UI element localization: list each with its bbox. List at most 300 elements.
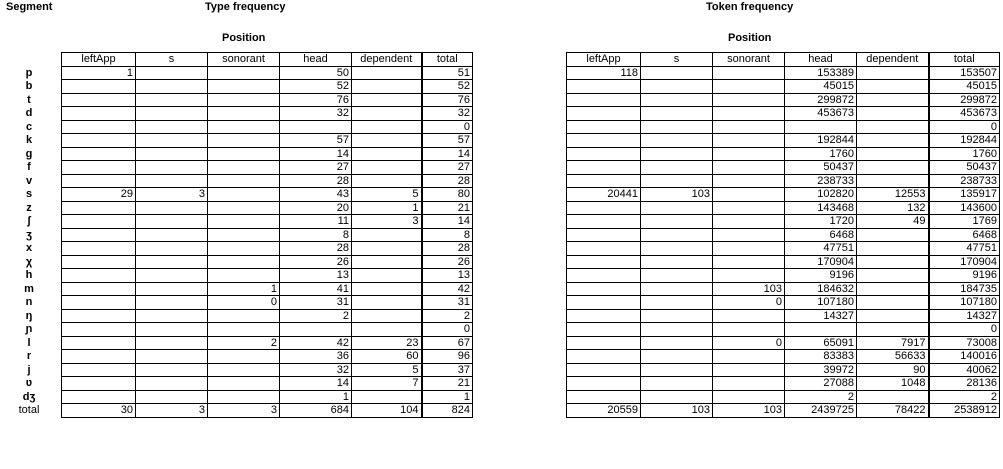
table-row xyxy=(62,66,473,80)
table-row xyxy=(62,377,473,391)
table-cell xyxy=(713,120,785,134)
table-row xyxy=(62,296,473,310)
table-cell: 1769 xyxy=(929,215,1000,229)
table-cell xyxy=(857,134,929,148)
table-cell xyxy=(567,80,641,94)
table-cell xyxy=(567,161,641,175)
table-cell xyxy=(567,174,641,188)
table-cell xyxy=(62,161,136,175)
table-cell: 45015 xyxy=(785,80,857,94)
table-row xyxy=(62,174,473,188)
table-cell xyxy=(352,390,422,404)
table-cell: 135917 xyxy=(929,188,1000,202)
table-cell: 47751 xyxy=(929,242,1000,256)
table-cell: 50437 xyxy=(929,161,1000,175)
table-row xyxy=(567,377,1000,391)
segment-label: l xyxy=(27,336,31,349)
table-cell xyxy=(713,255,785,269)
table-cell: 6468 xyxy=(785,228,857,242)
table-cell: 824 xyxy=(422,404,473,418)
table-cell: 26 xyxy=(280,255,352,269)
table-cell xyxy=(641,228,713,242)
table-cell xyxy=(62,296,136,310)
table-cell xyxy=(136,66,208,80)
table-cell xyxy=(713,134,785,148)
table-cell: 14327 xyxy=(929,309,1000,323)
table-cell: 20441 xyxy=(567,188,641,202)
table-cell xyxy=(136,296,208,310)
table-cell: 9196 xyxy=(785,269,857,283)
table-cell: 7917 xyxy=(857,336,929,350)
table-cell: 9196 xyxy=(929,269,1000,283)
segment-label: ɲ xyxy=(25,323,33,335)
column-header-sonorant: sonorant xyxy=(208,53,280,67)
column-header-s: s xyxy=(136,53,208,67)
table-cell xyxy=(208,66,280,80)
table-cell xyxy=(713,350,785,364)
table-cell: 52 xyxy=(422,80,473,94)
segment-label: c xyxy=(25,120,33,133)
table-cell: 13 xyxy=(280,269,352,283)
table-cell xyxy=(62,255,136,269)
segment-label: dʒ xyxy=(22,390,36,403)
table-cell xyxy=(857,147,929,161)
table-cell: 21 xyxy=(422,201,473,215)
table-cell: 118 xyxy=(567,66,641,80)
table-row xyxy=(62,228,473,242)
table-cell xyxy=(857,390,929,404)
table-cell: 39972 xyxy=(785,363,857,377)
table-cell xyxy=(641,242,713,256)
table-cell xyxy=(567,93,641,107)
table-cell: 27 xyxy=(280,161,352,175)
table-cell: 299872 xyxy=(785,93,857,107)
table-cell xyxy=(567,336,641,350)
table-cell xyxy=(713,228,785,242)
segment-label: b xyxy=(25,80,33,92)
table-row xyxy=(62,255,473,269)
table-cell xyxy=(136,255,208,269)
table-cell: 14 xyxy=(280,147,352,161)
segment-label: m xyxy=(24,282,34,295)
table-cell xyxy=(857,174,929,188)
table-cell xyxy=(208,134,280,148)
table-cell xyxy=(857,93,929,107)
table-cell xyxy=(62,120,136,134)
table-cell xyxy=(62,363,136,377)
table-cell: 14 xyxy=(280,377,352,391)
table-cell: 2 xyxy=(422,309,473,323)
table-cell xyxy=(713,390,785,404)
table-cell: 1 xyxy=(280,390,352,404)
table-cell xyxy=(641,161,713,175)
table-cell xyxy=(62,390,136,404)
table-cell xyxy=(785,323,857,337)
table-cell xyxy=(713,377,785,391)
table-cell xyxy=(857,296,929,310)
table-cell xyxy=(352,93,422,107)
table-cell xyxy=(857,242,929,256)
table-row xyxy=(567,66,1000,80)
table-cell xyxy=(208,120,280,134)
table-cell xyxy=(352,228,422,242)
table-cell: 453673 xyxy=(929,107,1000,121)
column-header-dependent: dependent xyxy=(352,53,422,67)
table-cell: 32 xyxy=(422,107,473,121)
column-header-sonorant: sonorant xyxy=(713,53,785,67)
table-cell: 143468 xyxy=(785,201,857,215)
table-cell: 2538912 xyxy=(929,404,1000,418)
table-cell xyxy=(136,80,208,94)
table-cell: 3 xyxy=(136,404,208,418)
table-cell: 14327 xyxy=(785,309,857,323)
segment-label: v xyxy=(25,174,33,187)
table-cell xyxy=(352,323,422,337)
table-cell: 2 xyxy=(280,309,352,323)
table-cell: 57 xyxy=(280,134,352,148)
table-cell: 45015 xyxy=(929,80,1000,94)
segment-label: ʋ xyxy=(25,377,33,389)
table-cell: 8 xyxy=(422,228,473,242)
table-cell: 0 xyxy=(713,336,785,350)
table-cell xyxy=(62,323,136,337)
table-row xyxy=(62,363,473,377)
segment-label: total xyxy=(18,404,40,416)
table-cell: 32 xyxy=(280,363,352,377)
table-cell xyxy=(857,282,929,296)
table-cell xyxy=(857,309,929,323)
table-cell: 1760 xyxy=(929,147,1000,161)
table-cell: 8 xyxy=(280,228,352,242)
table-row xyxy=(62,282,473,296)
table-cell xyxy=(62,377,136,391)
table-cell xyxy=(567,363,641,377)
segment-label: r xyxy=(26,350,32,362)
segment-label: ʃ xyxy=(27,215,31,227)
table-cell xyxy=(208,255,280,269)
table-cell xyxy=(352,269,422,283)
table-cell xyxy=(352,174,422,188)
table-cell: 2439725 xyxy=(785,404,857,418)
segment-label: j xyxy=(27,363,31,376)
table-cell xyxy=(567,350,641,364)
table-row xyxy=(567,269,1000,283)
table-cell: 11 xyxy=(280,215,352,229)
table-cell xyxy=(567,296,641,310)
table-cell: 132 xyxy=(857,201,929,215)
table-cell: 14 xyxy=(422,215,473,229)
column-header-head: head xyxy=(785,53,857,67)
table-row xyxy=(567,80,1000,94)
table-cell xyxy=(352,296,422,310)
table-row xyxy=(62,350,473,364)
table-cell xyxy=(713,161,785,175)
table-cell xyxy=(713,66,785,80)
table-cell xyxy=(208,80,280,94)
table-cell: 153507 xyxy=(929,66,1000,80)
table-cell: 28 xyxy=(280,242,352,256)
table-cell xyxy=(567,377,641,391)
table-cell xyxy=(641,269,713,283)
segment-label: ŋ xyxy=(25,309,33,322)
table-cell xyxy=(641,66,713,80)
table-cell xyxy=(857,107,929,121)
table-cell xyxy=(713,80,785,94)
table-cell: 1760 xyxy=(785,147,857,161)
table-cell xyxy=(62,215,136,229)
table-cell: 73008 xyxy=(929,336,1000,350)
table-cell: 2 xyxy=(208,336,280,350)
table-cell xyxy=(567,215,641,229)
table-cell xyxy=(713,215,785,229)
table-cell xyxy=(208,363,280,377)
table-cell xyxy=(352,309,422,323)
table-cell: 76 xyxy=(422,93,473,107)
table-cell xyxy=(641,201,713,215)
table-cell: 0 xyxy=(422,120,473,134)
table-row xyxy=(62,80,473,94)
table-cell xyxy=(641,93,713,107)
table-cell xyxy=(567,134,641,148)
table-cell: 23 xyxy=(352,336,422,350)
table-cell: 1 xyxy=(422,390,473,404)
table-cell: 83383 xyxy=(785,350,857,364)
table-cell xyxy=(352,120,422,134)
table-cell xyxy=(136,336,208,350)
table-row xyxy=(567,242,1000,256)
table-cell xyxy=(208,269,280,283)
table-cell xyxy=(62,282,136,296)
table-cell: 28136 xyxy=(929,377,1000,391)
table-cell xyxy=(136,323,208,337)
table-cell: 6468 xyxy=(929,228,1000,242)
table-cell: 80 xyxy=(422,188,473,202)
table-row xyxy=(567,215,1000,229)
column-header-leftapp: leftApp xyxy=(567,53,641,67)
table-cell xyxy=(136,269,208,283)
table-row xyxy=(62,93,473,107)
table-cell xyxy=(641,215,713,229)
table-cell xyxy=(713,174,785,188)
table-cell xyxy=(567,242,641,256)
table-row xyxy=(62,390,473,404)
table-cell xyxy=(713,201,785,215)
table-row xyxy=(567,228,1000,242)
table-row xyxy=(62,269,473,283)
table-cell: 104 xyxy=(352,404,422,418)
table-cell: 2 xyxy=(785,390,857,404)
token-frequency-header: Token frequency xyxy=(706,1,794,13)
table-row xyxy=(62,323,473,337)
segment-label: h xyxy=(25,269,33,281)
table-cell xyxy=(713,309,785,323)
table-cell xyxy=(208,350,280,364)
table-cell: 28 xyxy=(280,174,352,188)
table-cell xyxy=(136,174,208,188)
table-cell xyxy=(567,120,641,134)
table-cell xyxy=(857,228,929,242)
table-row xyxy=(567,363,1000,377)
table-cell xyxy=(567,309,641,323)
table-cell: 57 xyxy=(422,134,473,148)
table-row xyxy=(567,201,1000,215)
table-cell: 42 xyxy=(280,336,352,350)
table-cell xyxy=(567,107,641,121)
table-row xyxy=(567,93,1000,107)
table-cell xyxy=(567,255,641,269)
table-cell xyxy=(857,255,929,269)
segment-label: z xyxy=(26,201,32,214)
table-cell xyxy=(857,120,929,134)
table-cell xyxy=(208,323,280,337)
table-cell xyxy=(567,201,641,215)
table-cell: 42 xyxy=(422,282,473,296)
table-cell: 28 xyxy=(422,174,473,188)
segment-label: d xyxy=(25,107,33,119)
table-cell xyxy=(641,309,713,323)
table-cell: 7 xyxy=(352,377,422,391)
table-cell: 102820 xyxy=(785,188,857,202)
table-cell xyxy=(713,323,785,337)
table-row xyxy=(567,296,1000,310)
table-cell: 76 xyxy=(280,93,352,107)
table-cell xyxy=(352,80,422,94)
table-cell xyxy=(352,107,422,121)
table-cell xyxy=(641,390,713,404)
table-cell: 107180 xyxy=(785,296,857,310)
table-cell xyxy=(567,147,641,161)
table-cell xyxy=(62,93,136,107)
table-cell xyxy=(641,350,713,364)
table-row xyxy=(567,323,1000,337)
segment-label: g xyxy=(25,147,33,160)
table-row xyxy=(567,309,1000,323)
table-cell xyxy=(641,80,713,94)
segment-header: Segment xyxy=(6,1,53,13)
table-cell xyxy=(136,215,208,229)
table-cell: 299872 xyxy=(929,93,1000,107)
table-cell xyxy=(136,350,208,364)
table-cell xyxy=(567,282,641,296)
table-cell xyxy=(136,377,208,391)
table-cell xyxy=(136,107,208,121)
table-cell xyxy=(208,242,280,256)
table-row xyxy=(567,390,1000,404)
table-cell xyxy=(567,390,641,404)
table-cell xyxy=(567,269,641,283)
table-cell xyxy=(641,296,713,310)
table-cell: 67 xyxy=(422,336,473,350)
table-cell xyxy=(713,188,785,202)
table-cell: 43 xyxy=(280,188,352,202)
table-cell: 47751 xyxy=(785,242,857,256)
table-cell xyxy=(641,107,713,121)
table-cell xyxy=(62,174,136,188)
segment-label: k xyxy=(25,134,33,146)
table-row xyxy=(567,134,1000,148)
type-position-header: Position xyxy=(222,32,266,44)
table-cell xyxy=(136,120,208,134)
table-row xyxy=(567,147,1000,161)
table-cell xyxy=(713,147,785,161)
table-cell: 192844 xyxy=(785,134,857,148)
table-cell: 26 xyxy=(422,255,473,269)
table-cell xyxy=(352,147,422,161)
table-cell: 41 xyxy=(280,282,352,296)
table-cell: 170904 xyxy=(929,255,1000,269)
table-cell: 50 xyxy=(280,66,352,80)
table-cell: 5 xyxy=(352,363,422,377)
segment-label: n xyxy=(25,296,33,308)
table-cell xyxy=(713,107,785,121)
table-cell: 5 xyxy=(352,188,422,202)
table-cell: 21 xyxy=(422,377,473,391)
table-cell: 453673 xyxy=(785,107,857,121)
table-cell: 3 xyxy=(136,188,208,202)
table-cell xyxy=(352,255,422,269)
table-cell: 103 xyxy=(641,188,713,202)
table-cell: 103 xyxy=(713,404,785,418)
table-cell xyxy=(136,363,208,377)
column-header-total: total xyxy=(929,53,1000,67)
table-cell xyxy=(641,336,713,350)
table-row xyxy=(567,404,1000,418)
table-cell xyxy=(713,363,785,377)
table-cell: 1048 xyxy=(857,377,929,391)
table-cell: 103 xyxy=(713,282,785,296)
table-row xyxy=(62,201,473,215)
table-cell xyxy=(208,188,280,202)
table-cell xyxy=(136,282,208,296)
table-cell: 20 xyxy=(280,201,352,215)
table-cell: 56633 xyxy=(857,350,929,364)
table-cell: 684 xyxy=(280,404,352,418)
table-cell: 31 xyxy=(280,296,352,310)
table-cell xyxy=(208,201,280,215)
token-frequency-table xyxy=(566,52,1000,418)
table-cell xyxy=(208,147,280,161)
table-cell: 27088 xyxy=(785,377,857,391)
table-cell: 0 xyxy=(422,323,473,337)
table-cell xyxy=(352,134,422,148)
table-cell: 3 xyxy=(352,215,422,229)
table-cell xyxy=(352,161,422,175)
table-cell: 2 xyxy=(929,390,1000,404)
table-cell: 36 xyxy=(280,350,352,364)
table-cell xyxy=(136,201,208,215)
table-cell xyxy=(641,134,713,148)
table-cell xyxy=(136,161,208,175)
table-cell: 184735 xyxy=(929,282,1000,296)
table-cell: 51 xyxy=(422,66,473,80)
table-cell: 90 xyxy=(857,363,929,377)
table-cell: 107180 xyxy=(929,296,1000,310)
table-cell xyxy=(641,377,713,391)
table-cell: 184632 xyxy=(785,282,857,296)
table-cell xyxy=(136,309,208,323)
table-cell: 1 xyxy=(208,282,280,296)
table-cell: 52 xyxy=(280,80,352,94)
table-cell xyxy=(857,161,929,175)
table-cell: 49 xyxy=(857,215,929,229)
token-position-header: Position xyxy=(728,32,772,44)
table-cell: 20559 xyxy=(567,404,641,418)
segment-label: s xyxy=(25,188,33,200)
table-cell xyxy=(62,336,136,350)
table-cell xyxy=(785,120,857,134)
table-cell xyxy=(713,242,785,256)
table-cell xyxy=(567,228,641,242)
